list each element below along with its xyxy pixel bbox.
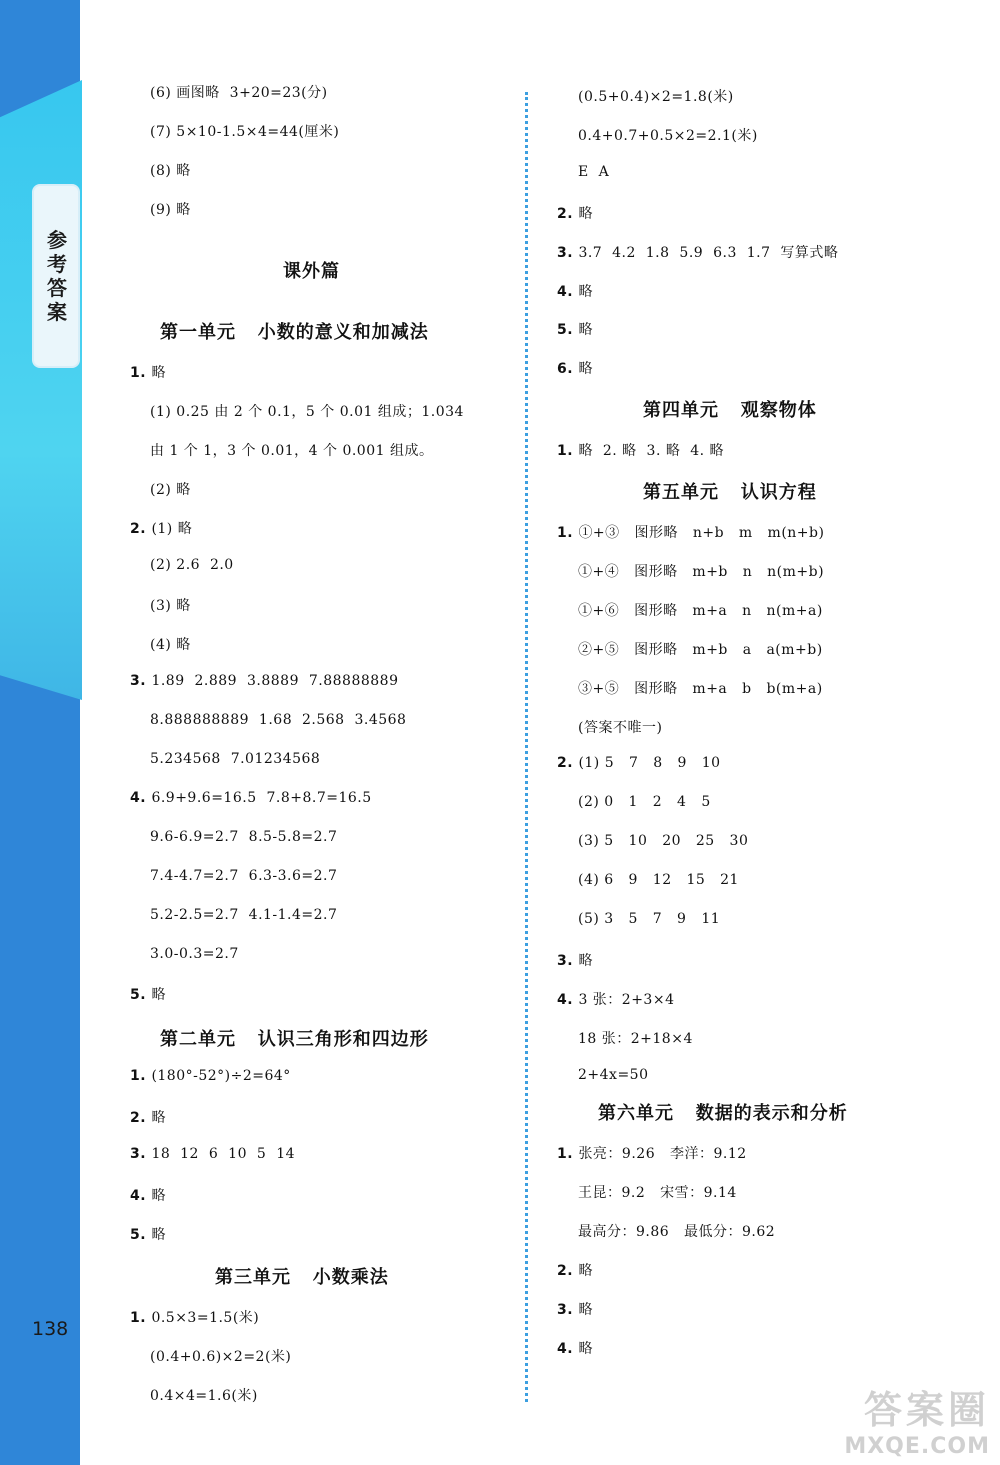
answer-text: 张亮：9.26 李洋：9.12 [578,1146,747,1162]
answer-text: 略 2. 略 3. 略 4. 略 [578,443,725,459]
answer-line [130,1107,166,1127]
question-number: 1. [557,443,579,459]
question-number: 1. [557,1146,579,1162]
page-number: 138 [32,1318,69,1340]
question-number: 1. [130,1068,152,1084]
answer-text: (3) 5 10 20 25 30 [578,833,749,850]
answer-text: 2+4x=50 [578,1066,649,1083]
answer-line [557,950,593,970]
section-title: 课外篇 [283,261,340,282]
answer-text: 3 张：2+3×4 [578,991,675,1008]
question-number: 1. [557,525,579,541]
answer-text: 18 张：2+18×4 [578,1030,693,1047]
sidebar-highlight [0,80,82,700]
answer-line [150,595,191,615]
answer-line [150,121,339,141]
question-number: 5. [130,1226,152,1243]
answer-line [150,946,239,962]
answer-text: 王昆：9.2 宋雪：9.14 [578,1184,737,1201]
answer-line [557,242,838,262]
question-number: 4. [557,283,579,300]
answer-text: (2) 略 [150,481,191,498]
answer-text: 略 [578,1301,593,1318]
question-number: 3. [557,244,579,261]
answer-text: (1) 略 [151,520,193,537]
answer-text: 略 [151,365,166,381]
watermark-logo-text: 答案圈 [863,1388,990,1432]
answer-text: 略 [151,1187,166,1204]
answer-text: ①+③ 图形略 n+b m m(n+b) [578,525,825,541]
answer-line [578,164,609,180]
answer-line [130,362,166,382]
answer-line [150,712,406,728]
answer-text: (5) 3 5 7 9 11 [578,911,721,927]
answer-text: (1) 0.25 由 2 个 0.1，5 个 0.01 组成；1.034 [150,403,464,420]
answer-text: 略 [578,1340,593,1357]
answer-line [557,989,674,1009]
answer-text: (0.4+0.6)×2=2(米) [150,1348,292,1365]
answer-line [150,401,464,421]
answer-line [578,639,823,659]
unit-title: 第一单元 小数的意义和加减法 [160,322,429,343]
answer-text: (0.5+0.4)×2=1.8(米) [578,89,734,105]
answer-line [557,358,593,378]
answer-text: 0.4×4=1.6(米) [150,1387,258,1404]
question-number: 1. [130,1310,152,1326]
answer-text: 8.888888889 1.68 2.568 3.4568 [150,712,407,729]
question-number: 4. [130,1187,152,1204]
answer-line [150,82,328,102]
question-number: 2. [130,1109,152,1126]
answer-line [130,984,166,1004]
answer-text: 3.0-0.3=2.7 [150,945,239,962]
answer-text: 略 [578,1262,593,1279]
answer-text: (2) 2.6 2.0 [150,556,234,573]
answer-line [557,281,593,301]
answer-text: 7.4-4.7=2.7 6.3-3.6=2.7 [150,867,338,884]
column-divider [525,92,528,1402]
unit-title: 第三单元 小数乘法 [215,1267,389,1288]
question-number: 4. [557,991,579,1008]
answer-line [578,911,720,927]
answer-line [150,1385,258,1405]
question-number: 4. [557,1340,579,1357]
answer-text: 最高分：9.86 最低分：9.62 [578,1223,776,1240]
answer-text: 略 [578,205,593,222]
answer-line [130,1068,291,1084]
answer-line [150,751,320,767]
unit-title: 第二单元 认识三角形和四边形 [160,1029,429,1050]
answer-text: E A [578,163,610,180]
answer-text: (7) 5×10-1.5×4=44(厘米) [150,123,340,140]
answer-text: 5.2-2.5=2.7 4.1-1.4=2.7 [150,906,338,923]
answer-line [557,1299,593,1319]
question-number: 5. [130,987,152,1004]
answer-line [150,557,234,573]
answer-line [578,833,748,849]
answer-line [557,319,593,339]
answer-line [150,634,191,654]
answer-text: (8) 略 [150,162,191,179]
unit-title: 第五单元 认识方程 [643,482,817,503]
answer-text: 由 1 个 1，3 个 0.01，4 个 0.001 组成。 [150,442,434,459]
unit-title: 第四单元 观察物体 [643,400,817,421]
answer-line [578,717,662,737]
answer-text: 6.9+9.6=16.5 7.8+8.7=16.5 [151,789,372,806]
answer-text: 略 [151,1226,166,1243]
answer-text: 略 [151,987,166,1004]
answer-text: 18 12 6 10 5 14 [151,1145,296,1162]
answer-line [150,199,191,219]
answer-line [578,561,824,581]
watermark [844,1379,990,1459]
unit-title: 第六单元 数据的表示和分析 [598,1103,848,1124]
answer-line [150,868,337,884]
answer-line [130,1146,295,1162]
answer-line [578,86,734,106]
answer-line [150,160,191,180]
answer-line [150,829,337,845]
answer-line [578,1221,775,1241]
answer-tab-label: 参考答案 [47,228,67,324]
answer-text: ①+⑥ 图形略 m+a n n(m+a) [578,602,823,619]
answer-line [578,1028,693,1048]
answer-text: (1) 5 7 8 9 10 [578,755,721,772]
answer-line [130,1185,166,1205]
answer-text: 0.5×3=1.5(米) [151,1310,260,1326]
answer-line [130,1307,259,1327]
question-number: 2. [557,755,579,772]
answer-line [578,872,739,888]
answer-text: 1.89 2.889 3.8889 7.88888889 [151,673,399,690]
answer-line [557,522,824,542]
answer-text: 略 [578,361,593,378]
answer-text: 5.234568 7.01234568 [150,751,321,767]
answer-line [557,755,721,771]
answer-text: (3) 略 [150,598,191,615]
answer-line [150,479,191,499]
answer-line [578,600,823,620]
answer-text: (答案不唯一) [578,719,663,736]
answer-line [557,1338,593,1358]
answer-text: 略 [578,283,593,300]
question-number: 2. [130,520,152,537]
question-number: 2. [557,205,579,222]
question-number: 3. [130,673,152,690]
answer-line [578,1067,649,1083]
answer-line [578,794,711,810]
answer-text: 略 [151,1109,166,1126]
question-number: 3. [557,1301,579,1318]
answer-line [150,440,433,460]
answer-text: (2) 0 1 2 4 5 [578,794,711,811]
answer-text: 略 [578,952,593,969]
answer-text: (9) 略 [150,201,191,218]
answer-line [150,907,337,923]
answer-line [130,673,399,689]
answer-text: ①+④ 图形略 m+b n n(m+b) [578,563,825,580]
question-number: 3. [557,952,579,969]
answer-line [578,125,758,145]
answer-line [150,1346,291,1366]
answer-text: ③+⑤ 图形略 m+a b b(m+a) [578,680,823,697]
answer-text: 略 [578,322,593,339]
question-number: 4. [130,789,152,806]
answer-line [557,440,724,460]
question-number: 3. [130,1145,152,1162]
question-number: 6. [557,361,579,378]
answer-line [130,1224,166,1244]
question-number: 1. [130,365,152,381]
answer-text: (6) 画图略 3+20=23(分) [150,85,328,101]
answer-line [578,678,823,698]
answer-text: (180°-52°)÷2=64° [151,1068,291,1084]
answer-text: (4) 略 [150,637,191,654]
question-number: 2. [557,1262,579,1279]
answer-text: 0.4+0.7+0.5×2=2.1(米) [578,127,758,144]
answer-text: ②+⑤ 图形略 m+b a a(m+b) [578,641,823,658]
answer-text: (4) 6 9 12 15 21 [578,872,739,889]
answer-line [578,1182,737,1202]
answer-text: 3.7 4.2 1.8 5.9 6.3 1.7 写算式略 [578,244,839,261]
answer-line [130,518,192,538]
question-number: 5. [557,322,579,339]
answer-line [557,1260,593,1280]
answer-line [557,203,593,223]
watermark-url: MXQE.COM [844,1434,990,1459]
answer-text: 9.6-6.9=2.7 8.5-5.8=2.7 [150,828,338,845]
answer-line [557,1143,747,1163]
answer-line [130,790,372,806]
